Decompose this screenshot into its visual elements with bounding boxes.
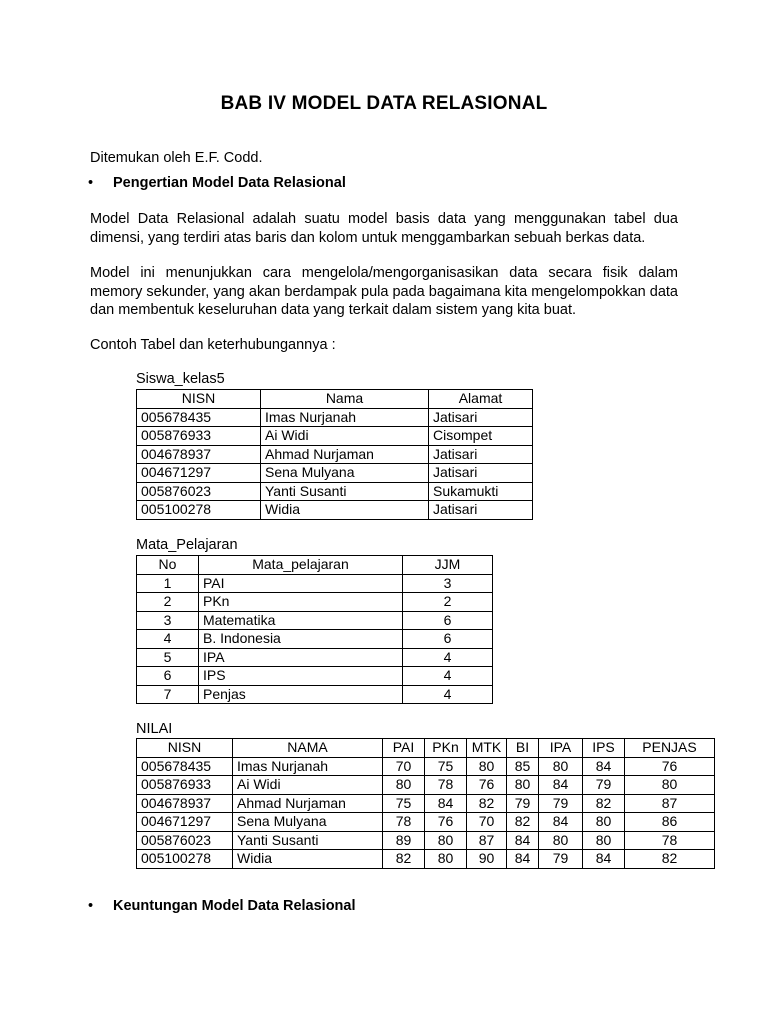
table-body — [137, 408, 533, 519]
table-cell: Cisompet — [429, 427, 533, 446]
table-cell: Ahmad Nurjaman — [261, 445, 429, 464]
table-cell: 4 — [403, 685, 493, 704]
table-cell: 76 — [467, 776, 507, 795]
table-cell: Imas Nurjanah — [261, 408, 429, 427]
table-cell: 3 — [403, 574, 493, 593]
table-cell: 86 — [625, 813, 715, 832]
table-cell: 80 — [425, 831, 467, 850]
table-cell: 4 — [403, 667, 493, 686]
table-row — [137, 831, 715, 850]
table-row — [137, 648, 493, 667]
intro-text: Ditemukan oleh E.F. Codd. — [90, 150, 263, 166]
table-cell: 84 — [425, 794, 467, 813]
table-cell: 6 — [403, 611, 493, 630]
table-cell: 005876933 — [137, 427, 261, 446]
table-body — [137, 757, 715, 868]
table-cell: 80 — [467, 757, 507, 776]
table-row — [137, 445, 533, 464]
table-cell: 85 — [507, 757, 539, 776]
section-heading-keuntungan — [88, 898, 356, 914]
paragraph-definition: Model Data Relasional adalah suatu model basis data yang menggunakan tabel dua dimensi, yang terdiri atas baris dan kolom untuk menggambarkan sebuah berkas data. — [90, 211, 678, 246]
table-cell: 79 — [507, 794, 539, 813]
table-cell: 78 — [625, 831, 715, 850]
table-cell: 005678435 — [137, 757, 233, 776]
table-cell: 79 — [539, 850, 583, 869]
table-row — [137, 685, 493, 704]
column-header: No — [137, 556, 199, 575]
table-cell: 80 — [425, 850, 467, 869]
table-cell: 82 — [383, 850, 425, 869]
table-header-row — [137, 739, 715, 758]
column-header: NAMA — [233, 739, 383, 758]
table-cell: 84 — [539, 813, 583, 832]
table-cell: PKn — [199, 593, 403, 612]
table-cell: Yanti Susanti — [261, 482, 429, 501]
table-cell: 004678937 — [137, 445, 261, 464]
column-header: PAI — [383, 739, 425, 758]
table-cell: 84 — [583, 757, 625, 776]
table-cell: Imas Nurjanah — [233, 757, 383, 776]
table-cell: Ai Widi — [233, 776, 383, 795]
table-cell: 89 — [383, 831, 425, 850]
table-row — [137, 850, 715, 869]
table-cell: 78 — [383, 813, 425, 832]
table-body — [137, 574, 493, 704]
table-caption-mapel: Mata_Pelajaran — [136, 537, 238, 553]
section-heading-text: Keuntungan Model Data Relasional — [113, 898, 356, 914]
table-cell: Ahmad Nurjaman — [233, 794, 383, 813]
table-cell: Matematika — [199, 611, 403, 630]
table-cell: 82 — [583, 794, 625, 813]
table-cell: IPA — [199, 648, 403, 667]
table-row — [137, 427, 533, 446]
table-siswa-kelas5 — [136, 389, 533, 520]
table-cell: Jatisari — [429, 501, 533, 520]
table-cell: 2 — [403, 593, 493, 612]
column-header: IPA — [539, 739, 583, 758]
table-cell: Widia — [233, 850, 383, 869]
table-cell: 005876023 — [137, 831, 233, 850]
table-cell: 4 — [137, 630, 199, 649]
table-cell: 80 — [507, 776, 539, 795]
column-header: NISN — [137, 739, 233, 758]
table-cell: 76 — [425, 813, 467, 832]
table-cell: Jatisari — [429, 408, 533, 427]
table-cell: 79 — [539, 794, 583, 813]
table-cell: 78 — [425, 776, 467, 795]
table-cell: 5 — [137, 648, 199, 667]
table-caption-nilai: NILAI — [136, 721, 173, 737]
table-cell: 005876023 — [137, 482, 261, 501]
column-header: MTK — [467, 739, 507, 758]
table-cell: Jatisari — [429, 445, 533, 464]
section-heading-pengertian — [88, 175, 346, 191]
page-title: BAB IV MODEL DATA RELASIONAL — [220, 93, 548, 114]
table-row — [137, 482, 533, 501]
table-cell: 84 — [507, 850, 539, 869]
table-cell: Sena Mulyana — [261, 464, 429, 483]
table-cell: 84 — [583, 850, 625, 869]
table-cell: 75 — [425, 757, 467, 776]
table-cell: 004671297 — [137, 813, 233, 832]
table-cell: 80 — [583, 831, 625, 850]
column-header: NISN — [137, 390, 261, 409]
table-cell: 004671297 — [137, 464, 261, 483]
column-header: Mata_pelajaran — [199, 556, 403, 575]
example-intro: Contoh Tabel dan keterhubungannya : — [90, 337, 336, 353]
table-cell: 76 — [625, 757, 715, 776]
table-cell: 82 — [467, 794, 507, 813]
table-cell: 82 — [507, 813, 539, 832]
table-cell: 7 — [137, 685, 199, 704]
table-row — [137, 408, 533, 427]
table-row — [137, 757, 715, 776]
table-cell: 70 — [467, 813, 507, 832]
table-cell: B. Indonesia — [199, 630, 403, 649]
table-cell: 005678435 — [137, 408, 261, 427]
paragraph-explanation: Model ini menunjukkan cara mengelola/mengorganisasikan data secara fisik dalam memory sekunder, yang akan berdampak pula pada bagaimana kita mengelompokkan data dan membentuk keseluruhan data yang terkait dalam sistem yang kita buat. — [90, 265, 678, 318]
table-cell: 005100278 — [137, 501, 261, 520]
column-header: Nama — [261, 390, 429, 409]
table-row — [137, 794, 715, 813]
column-header: IPS — [583, 739, 625, 758]
table-cell: PAI — [199, 574, 403, 593]
table-cell: Yanti Susanti — [233, 831, 383, 850]
table-cell: 2 — [137, 593, 199, 612]
table-cell: Ai Widi — [261, 427, 429, 446]
table-cell: 80 — [539, 757, 583, 776]
table-row — [137, 630, 493, 649]
table-mata-pelajaran — [136, 555, 493, 704]
column-header: BI — [507, 739, 539, 758]
section-heading-text: Pengertian Model Data Relasional — [113, 175, 346, 191]
column-header: PKn — [425, 739, 467, 758]
table-cell: 87 — [467, 831, 507, 850]
table-row — [137, 813, 715, 832]
table-cell: Widia — [261, 501, 429, 520]
table-cell: 80 — [383, 776, 425, 795]
table-cell: 79 — [583, 776, 625, 795]
table-cell: 87 — [625, 794, 715, 813]
table-caption-siswa: Siswa_kelas5 — [136, 371, 225, 387]
table-cell: 4 — [403, 648, 493, 667]
table-cell: Jatisari — [429, 464, 533, 483]
table-cell: Sena Mulyana — [233, 813, 383, 832]
table-cell: 70 — [383, 757, 425, 776]
bullet-icon: • — [88, 175, 94, 191]
table-cell: 005876933 — [137, 776, 233, 795]
table-header-row — [137, 556, 493, 575]
bullet-icon: • — [88, 898, 94, 914]
table-cell: 6 — [137, 667, 199, 686]
table-cell: 75 — [383, 794, 425, 813]
table-row — [137, 667, 493, 686]
table-row — [137, 501, 533, 520]
table-cell: 84 — [507, 831, 539, 850]
table-cell: 82 — [625, 850, 715, 869]
table-nilai — [136, 738, 715, 869]
table-header-row — [137, 390, 533, 409]
table-cell: IPS — [199, 667, 403, 686]
table-row — [137, 464, 533, 483]
table-row — [137, 574, 493, 593]
column-header: JJM — [403, 556, 493, 575]
table-cell: Penjas — [199, 685, 403, 704]
table-cell: 80 — [539, 831, 583, 850]
column-header: Alamat — [429, 390, 533, 409]
table-cell: 90 — [467, 850, 507, 869]
table-cell: 80 — [583, 813, 625, 832]
column-header: PENJAS — [625, 739, 715, 758]
table-row — [137, 776, 715, 795]
table-cell: 6 — [403, 630, 493, 649]
table-row — [137, 593, 493, 612]
table-row — [137, 611, 493, 630]
table-cell: 1 — [137, 574, 199, 593]
table-cell: 3 — [137, 611, 199, 630]
table-cell: 005100278 — [137, 850, 233, 869]
table-cell: 84 — [539, 776, 583, 795]
table-cell: Sukamukti — [429, 482, 533, 501]
table-cell: 80 — [625, 776, 715, 795]
table-cell: 004678937 — [137, 794, 233, 813]
